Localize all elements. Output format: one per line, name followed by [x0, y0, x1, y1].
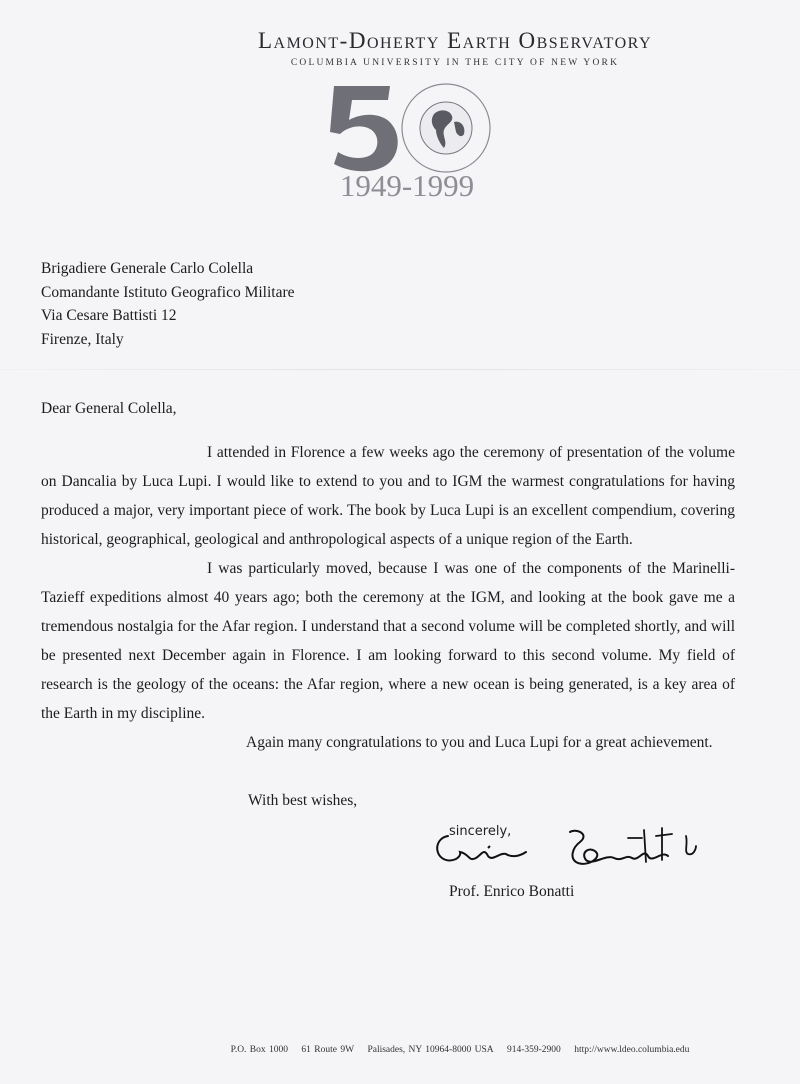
recipient-line: Comandante Istituto Geografico Militare	[41, 283, 295, 301]
body-paragraph: Again many congratulations to you and Luca Lupi for a great achievement.	[246, 734, 713, 751]
recipient-line: Firenze, Italy	[41, 330, 124, 348]
footer-route: 61 Route 9W	[301, 1045, 355, 1055]
recipient-line: Via Cesare Battisti 12	[41, 307, 177, 324]
anniversary-logo	[312, 78, 522, 208]
paper-fold-crease	[0, 369, 800, 370]
letter-body	[41, 438, 735, 757]
numeral-five-shape	[330, 86, 398, 171]
footer-po-box: P.O. Box 1000	[230, 1045, 289, 1055]
letterhead-footer	[0, 1045, 800, 1055]
recipient-address	[41, 257, 295, 351]
letterhead	[0, 28, 800, 68]
institution-subtitle: COLUMBIA UNIVERSITY IN THE CITY OF NEW YORK	[290, 58, 620, 68]
body-paragraph: I was particularly moved, because I was one of the components of the Marinelli-Tazieff expeditions almost 40 years ago; both the ceremony at the IGM, and looking at the book gave me a tremendous nostalgia for the Afar region. I understand that a second volume will be completed shortly, and will be presented next December again in Florence. I am looking forward to this second volume. My field of research is the geology of the oceans: the Afar region, where a new ocean is being generated, is a key area of the Earth in my discipline.	[41, 560, 735, 722]
salutation: Dear General Colella,	[41, 400, 177, 417]
recipient-line: Brigadiere Generale Carlo Colella	[41, 260, 254, 277]
footer-city: Palisades, NY 10964-8000 USA	[367, 1045, 494, 1055]
closing-wishes: With best wishes,	[248, 792, 358, 809]
closing-sincerely: sincerely,	[449, 824, 512, 839]
body-paragraph: I attended in Florence a few weeks ago the ceremony of presentation of the volume on Dancalia by Luca Lupi. I would like to extend to you and to IGM the warmest congratulations for having produced a major, very important piece of work. The book by Luca Lupi is an excellent compendium, covering historical, geographical, geological and anthropological aspects of a unique region of the Earth.	[41, 444, 735, 548]
footer-phone: 914-359-2900	[506, 1045, 561, 1055]
institution-name: Lamont-Doherty Earth Observatory	[257, 28, 653, 53]
signer-name: Prof. Enrico Bonatti	[449, 883, 575, 900]
anniversary-years: 1949-1999	[339, 168, 475, 203]
globe-icon	[420, 102, 472, 154]
footer-url: http://www.ldeo.columbia.edu	[574, 1045, 690, 1055]
handwritten-signature	[430, 818, 720, 878]
